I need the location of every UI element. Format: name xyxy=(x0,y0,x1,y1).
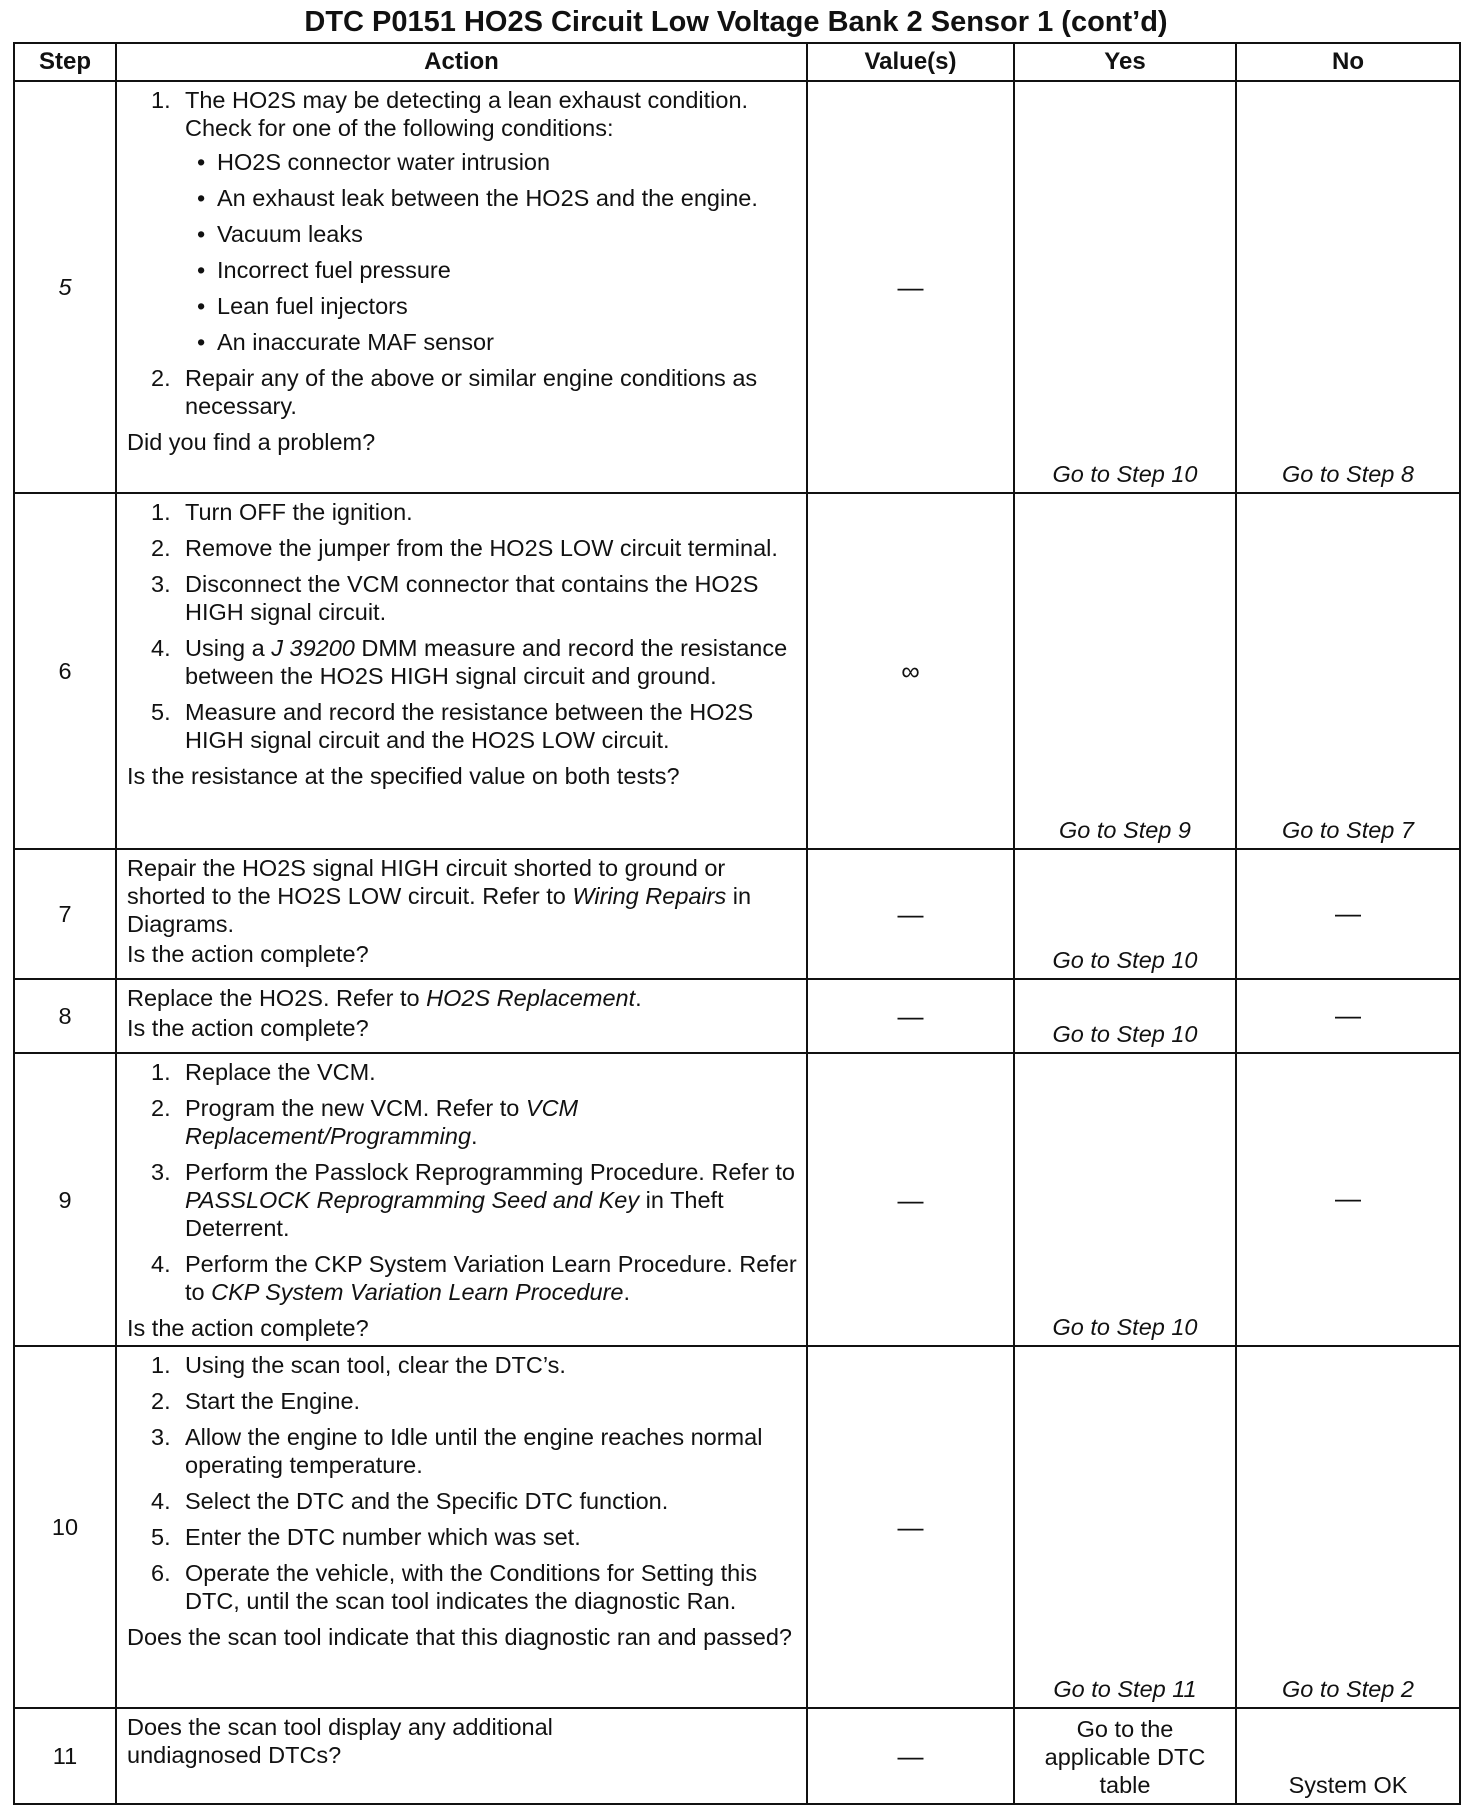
list-number: 2. xyxy=(151,1388,171,1414)
list-item xyxy=(127,570,798,626)
list-number: 3. xyxy=(151,571,171,597)
no-cell: Go to Step 8 xyxy=(1236,81,1460,493)
list-item xyxy=(127,364,798,420)
yes-cell: Go to Step 10 xyxy=(1014,979,1236,1053)
action-cell xyxy=(116,493,807,849)
table-row-step-5 xyxy=(14,81,1460,493)
bullet-item: • HO2S connector water intrusion xyxy=(185,148,798,176)
no-cell: — xyxy=(1236,979,1460,1053)
action-text-part: Repair the HO2S signal HIGH circuit shorted to ground or shorted to the HO2S LOW circuit. Refer to xyxy=(127,855,726,909)
list-item xyxy=(127,698,798,754)
action-text-part: Replace the HO2S. Refer to xyxy=(127,985,427,1011)
doc-reference: HO2S Replacement xyxy=(426,985,636,1011)
action-cell xyxy=(116,979,807,1053)
list-text: Turn OFF the ignition. xyxy=(185,499,413,525)
value-cell: — xyxy=(807,849,1014,979)
list-text: The HO2S may be detecting a lean exhaust condition. Check for one of the following conditions: xyxy=(185,87,749,141)
list-item xyxy=(127,498,798,526)
table-row-step-8 xyxy=(14,979,1460,1053)
yes-cell: Go to Step 10 xyxy=(1014,81,1236,493)
list-item xyxy=(127,1351,798,1379)
bullet-item: • An exhaust leak between the HO2S and the engine. xyxy=(185,184,798,212)
action-cell xyxy=(116,1346,807,1708)
bullet-item: • Incorrect fuel pressure xyxy=(185,256,798,284)
question: Did you find a problem? xyxy=(127,429,376,455)
list-number: 4. xyxy=(151,635,171,661)
list-text: Allow the engine to Idle until the engine reaches normal operating temperature. xyxy=(185,1424,763,1478)
list-item xyxy=(127,1423,798,1479)
list-text: Program the new VCM. Refer to xyxy=(185,1095,526,1121)
list-number: 2. xyxy=(151,365,171,391)
value-cell: — xyxy=(807,1708,1014,1804)
list-item xyxy=(127,86,798,356)
list-item xyxy=(127,1559,798,1615)
question: Does the scan tool display any additional undiagnosed DTCs? xyxy=(127,1714,553,1768)
bullet-item: • An inaccurate MAF sensor xyxy=(185,328,798,356)
list-text: Perform the CKP System Variation Learn Procedure. Refer to xyxy=(185,1251,797,1305)
list-text: Measure and record the resistance between the HO2S HIGH signal circuit and the HO2S LOW circuit. xyxy=(185,699,754,753)
value-cell: ∞ xyxy=(807,493,1014,849)
step-number: 5 xyxy=(14,81,116,493)
question: Is the action complete? xyxy=(127,941,369,967)
list-item xyxy=(127,1158,798,1242)
list-number: 1. xyxy=(151,87,171,113)
step-number: 7 xyxy=(14,849,116,979)
list-number: 4. xyxy=(151,1488,171,1514)
header-action: Action xyxy=(116,43,807,81)
action-text xyxy=(127,854,798,938)
list-text: . xyxy=(623,1279,630,1305)
list-text: Remove the jumper from the HO2S LOW circuit terminal. xyxy=(185,535,778,561)
step-number: 11 xyxy=(14,1708,116,1804)
bullet-item: • Lean fuel injectors xyxy=(185,292,798,320)
bullet-list xyxy=(185,148,798,356)
list-text: Using the scan tool, clear the DTC’s. xyxy=(185,1352,566,1378)
list-item xyxy=(127,634,798,690)
table-row-step-11 xyxy=(14,1708,1460,1804)
list-item xyxy=(127,534,798,562)
step-number: 10 xyxy=(14,1346,116,1708)
table-header-row xyxy=(14,43,1460,81)
list-number: 2. xyxy=(151,535,171,561)
step-number: 6 xyxy=(14,493,116,849)
header-no: No xyxy=(1236,43,1460,81)
list-number: 5. xyxy=(151,699,171,725)
list-text: Operate the vehicle, with the Conditions for Setting this DTC, until the scan tool indicates the diagnostic Ran. xyxy=(185,1560,758,1614)
list-text: in Theft Deterrent. xyxy=(185,1187,724,1241)
no-cell: — xyxy=(1236,1053,1460,1346)
header-values: Value(s) xyxy=(807,43,1014,81)
tool-reference: J 39200 xyxy=(271,635,355,661)
bullet-item: • Vacuum leaks xyxy=(185,220,798,248)
list-item xyxy=(127,1058,798,1086)
list-text: DMM measure and record the resistance between the HO2S HIGH signal circuit and ground. xyxy=(185,635,788,689)
action-text xyxy=(127,984,798,1012)
table-row-step-10 xyxy=(14,1346,1460,1708)
list-number: 3. xyxy=(151,1159,171,1185)
list-text: Perform the Passlock Reprogramming Procedure. Refer to xyxy=(185,1159,795,1185)
list-text: . xyxy=(471,1123,478,1149)
header-yes: Yes xyxy=(1014,43,1236,81)
action-list xyxy=(127,1351,798,1615)
list-item xyxy=(127,1523,798,1551)
doc-reference: PASSLOCK Reprogramming Seed and Key xyxy=(185,1187,640,1213)
table-row-step-9 xyxy=(14,1053,1460,1346)
yes-cell: Go to Step 10 xyxy=(1014,849,1236,979)
yes-cell: Go to Step 11 xyxy=(1014,1346,1236,1708)
action-text-part: . xyxy=(635,985,642,1011)
value-cell: — xyxy=(807,81,1014,493)
doc-reference: VCM Replacement/Programming xyxy=(185,1095,579,1149)
list-item xyxy=(127,1387,798,1415)
no-cell: Go to Step 7 xyxy=(1236,493,1460,849)
header-step: Step xyxy=(14,43,116,81)
list-number: 4. xyxy=(151,1251,171,1277)
question: Does the scan tool indicate that this diagnostic ran and passed? xyxy=(127,1624,792,1650)
doc-reference: Wiring Repairs xyxy=(572,883,727,909)
list-number: 1. xyxy=(151,1352,171,1378)
question: Is the action complete? xyxy=(127,1315,369,1341)
step-number: 9 xyxy=(14,1053,116,1346)
list-text: Replace the VCM. xyxy=(185,1059,376,1085)
yes-cell: Go to Step 9 xyxy=(1014,493,1236,849)
list-text: Start the Engine. xyxy=(185,1388,361,1414)
page-title: DTC P0151 HO2S Circuit Low Voltage Bank 2 Sensor 1 (cont’d) xyxy=(304,6,1168,38)
action-cell xyxy=(116,849,807,979)
list-text: Using a xyxy=(185,635,272,661)
value-cell: — xyxy=(807,979,1014,1053)
list-text: Enter the DTC number which was set. xyxy=(185,1524,581,1550)
list-number: 6. xyxy=(151,1560,171,1586)
list-item xyxy=(127,1487,798,1515)
table-row-step-6 xyxy=(14,493,1460,849)
action-list xyxy=(127,86,798,420)
no-cell: Go to Step 2 xyxy=(1236,1346,1460,1708)
yes-cell: Go to Step 10 xyxy=(1014,1053,1236,1346)
action-text-part: in Diagrams. xyxy=(127,883,752,937)
yes-cell: Go to the applicable DTC table xyxy=(1014,1708,1236,1804)
no-cell: System OK xyxy=(1236,1708,1460,1804)
list-number: 1. xyxy=(151,1059,171,1085)
step-number: 8 xyxy=(14,979,116,1053)
no-cell: — xyxy=(1236,849,1460,979)
action-cell xyxy=(116,1053,807,1346)
value-cell: — xyxy=(807,1346,1014,1708)
list-text: Disconnect the VCM connector that contains the HO2S HIGH signal circuit. xyxy=(185,571,759,625)
question: Is the action complete? xyxy=(127,1015,369,1041)
action-list xyxy=(127,498,798,754)
action-list xyxy=(127,1058,798,1306)
list-number: 1. xyxy=(151,499,171,525)
diagnostic-table xyxy=(13,42,1461,1805)
action-cell xyxy=(116,1708,807,1804)
list-item xyxy=(127,1094,798,1150)
list-text: Select the DTC and the Specific DTC function. xyxy=(185,1488,669,1514)
action-cell xyxy=(116,81,807,493)
value-cell: — xyxy=(807,1053,1014,1346)
question: Is the resistance at the specified value on both tests? xyxy=(127,763,680,789)
list-number: 5. xyxy=(151,1524,171,1550)
list-text: Repair any of the above or similar engine conditions as necessary. xyxy=(185,365,758,419)
list-number: 2. xyxy=(151,1095,171,1121)
table-row-step-7 xyxy=(14,849,1460,979)
list-number: 3. xyxy=(151,1424,171,1450)
doc-reference: CKP System Variation Learn Procedure xyxy=(211,1279,624,1305)
list-item xyxy=(127,1250,798,1306)
